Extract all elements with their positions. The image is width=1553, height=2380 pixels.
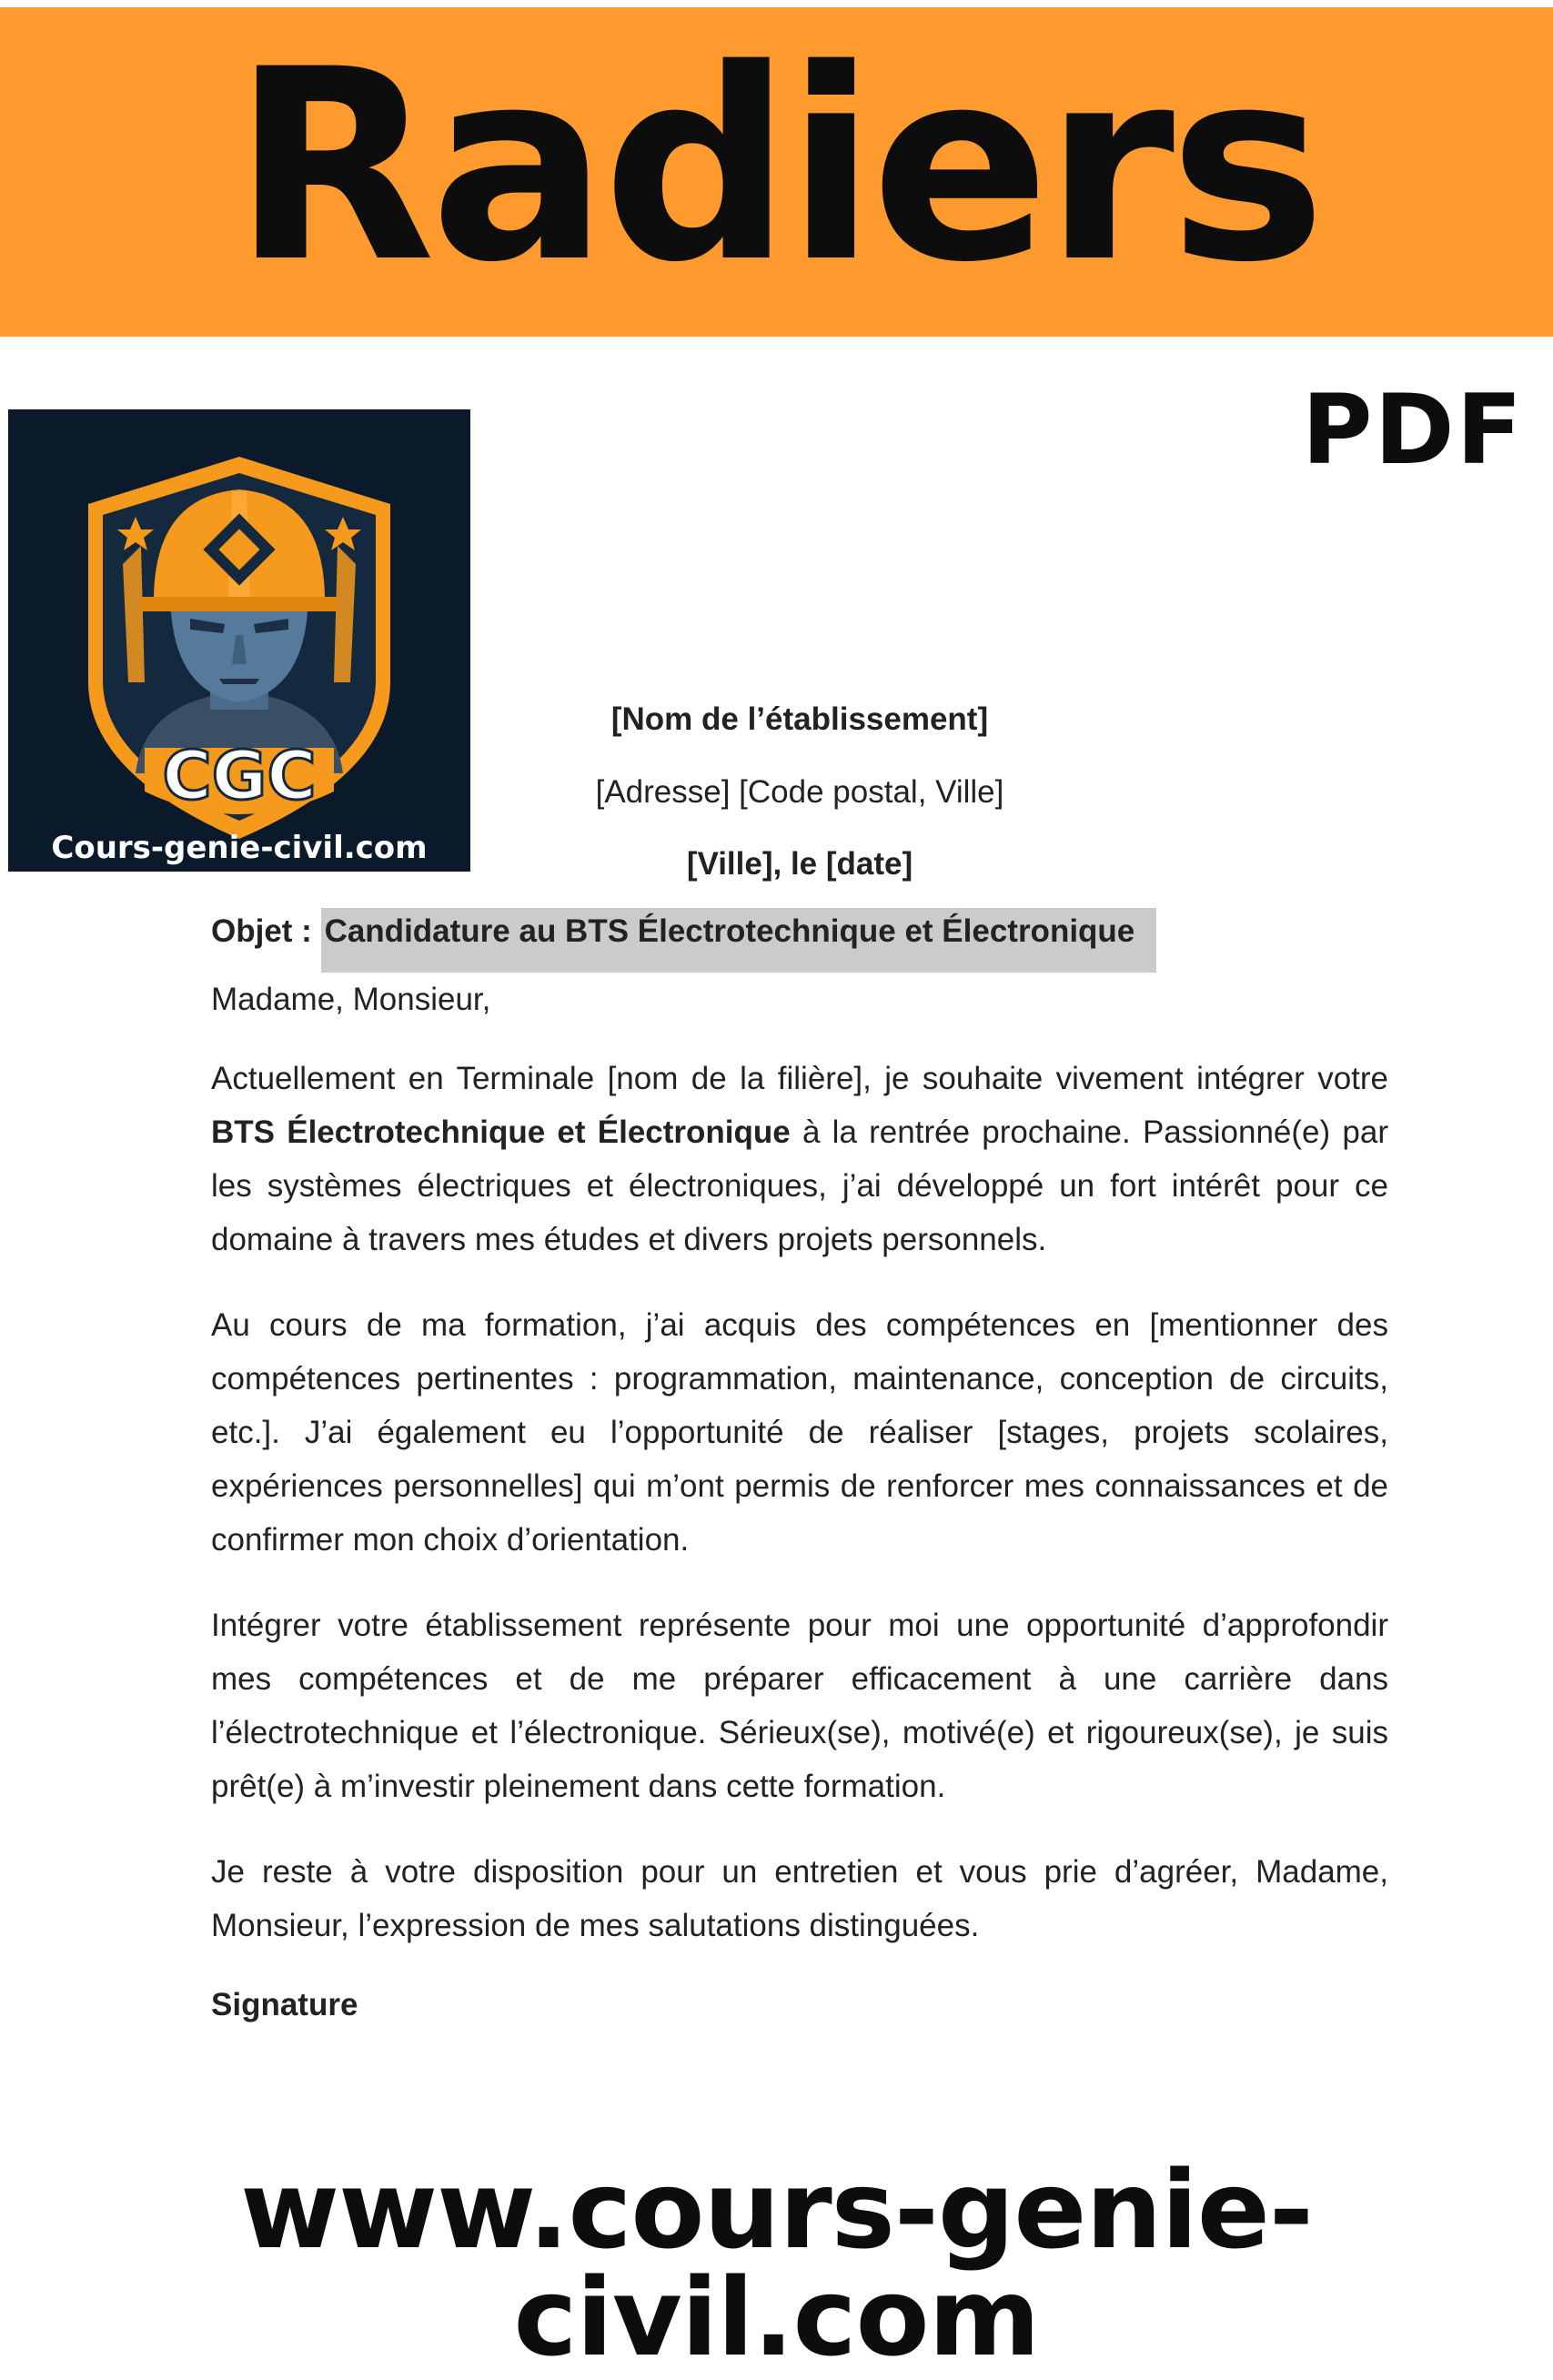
- paragraph-closing: Je reste à votre disposition pour un entretien et vous prie d’agréer, Madame, Monsieur, l’expression de mes salutations distinguées.: [211, 1853, 1388, 1943]
- subject-label: Objet :: [211, 913, 312, 949]
- recipient-name: [Nom de l’établissement]: [610, 701, 989, 737]
- footer-website-link[interactable]: www.cours-genie-civil.com: [240, 2147, 1313, 2380]
- title-banner: [0, 7, 1553, 337]
- subject-text: Candidature au BTS Électrotechnique et Électronique: [321, 908, 1157, 973]
- emblem-text: CGC: [162, 737, 317, 815]
- paragraph-skills: Au cours de ma formation, j’ai acquis des compétences en [mentionner des compétences pertinentes : programmation, maintenance, conception de circuits, etc.]. J’ai également eu l’opportunité de réaliser [stages, projets scolaires, expériences personnelles] qui m’ont permis de renforcer mes connaissances et de confirmer mon choix d’orientation.: [211, 1306, 1388, 1558]
- signature: Signature: [211, 1986, 358, 2022]
- recipient-address: [Adresse] [Code postal, Ville]: [595, 773, 1004, 810]
- salutation: Madame, Monsieur,: [211, 982, 491, 1017]
- subject-line: [211, 911, 1388, 953]
- paragraph-intro-after: à la rentrée prochaine. Passionné(e) par les systèmes électriques et électroniques, j’ai développé un fort intérêt pour ce domaine à travers mes études et divers projets personnels.: [211, 1114, 1388, 1257]
- paragraph-intro-before: Actuellement en Terminale [nom de la filière], je souhaite vivement intégrer votre: [211, 1060, 1388, 1096]
- logo-caption: Cours-genie-civil.com: [51, 830, 428, 866]
- paragraph-motivation: Intégrer votre établissement représente pour moi une opportunité d’approfondir mes compétences et de me préparer efficacement à une carrière dans l’électrotechnique et l’électronique. Sérieux(se), motivé(e) et rigoureux(se), je suis prêt(e) à m’investir pleinement dans cette formation.: [211, 1607, 1388, 1804]
- paragraph-intro: [211, 1052, 1388, 1266]
- letter-body: [211, 691, 1388, 2025]
- place-date: [Ville], le [date]: [686, 846, 913, 882]
- banner-title: Radiers: [232, 14, 1321, 320]
- pdf-label: PDF: [1301, 374, 1524, 486]
- paragraph-intro-emphasis: BTS Électrotechnique et Électronique: [211, 1114, 791, 1150]
